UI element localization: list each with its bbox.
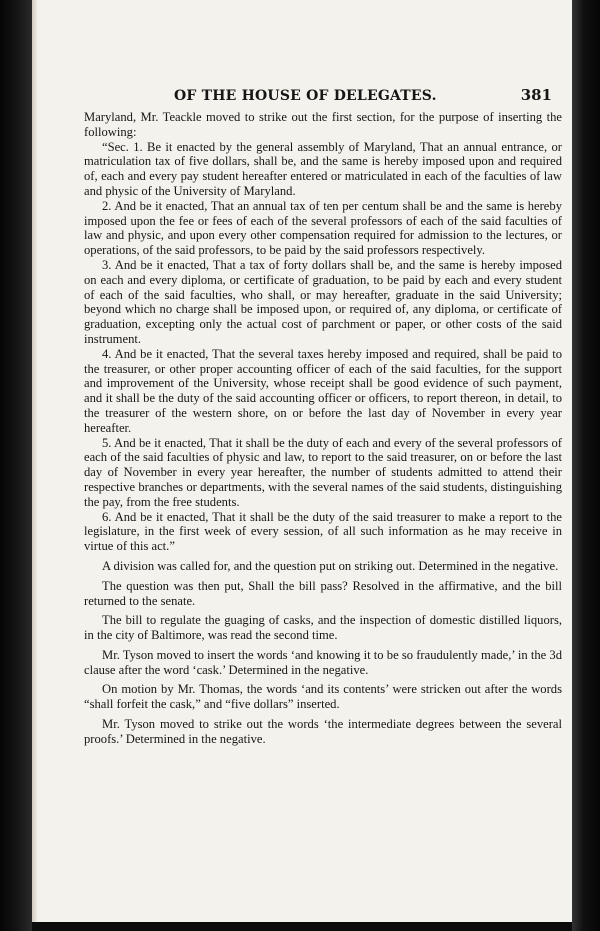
document-page bbox=[32, 0, 572, 922]
page-number: 381 bbox=[520, 86, 552, 104]
paragraph-section-2: 2. And be it enacted, That an annual tax of ten per centum shall be and the same is hereby imposed upon the fee or fees of each of the several professors of each of the said faculties of law and physic, and upon every other compensation required for admission to the lectures, or operations, of the said professors, to be paid by the said professors respectively. bbox=[84, 198, 562, 258]
paragraph-section-4: 4. And be it enacted, That the several taxes hereby imposed and required, shall be paid to the treasurer, or other proper accounting officer of each of the said faculties, for the support and improvement of the University, whose receipt shall be good evidence of such payment, and it shall be the duty of the said accounting officer or officers, to report thereon, in detail, to the treasurer of the western shore, on or before the last day of November in every year hereafter. bbox=[84, 346, 562, 435]
running-head: OF THE HOUSE OF DELEGATES. bbox=[174, 88, 437, 104]
page-header bbox=[86, 82, 562, 108]
paragraph-continuation: Maryland, Mr. Teackle moved to strike out the first section, for the purpose of inserting the following: bbox=[84, 110, 562, 139]
scan-border-left bbox=[0, 0, 32, 931]
paragraph-bill-passed: The question was then put, Shall the bill pass? Resolved in the affirmative, and the bill returned to the senate. bbox=[84, 578, 562, 608]
paragraph-tyson-motion-2: Mr. Tyson moved to strike out the words ‘the intermediate degrees between the several proofs.’ Determined in the negative. bbox=[84, 717, 562, 746]
paragraph-section-1: “Sec. 1. Be it enacted by the general assembly of Maryland, That an annual entrance, or matriculation tax of five dollars, shall be, and the same is hereby imposed upon and required of, each and every pay student hereafter entered or matriculated in each of the faculties of law and physic of the University of Maryland. bbox=[84, 139, 562, 198]
page-gutter-shadow bbox=[32, 0, 38, 922]
paragraph-section-3: 3. And be it enacted, That a tax of forty dollars shall be, and the same is hereby imposed on each and every diploma, or certificate of graduation, to be paid by each and every student of each of the said faculties, who shall, or may hereafter, graduate in the said University; beyond which no charge shall be imposed upon, or required of, any diploma, or certificate of graduation, excepting only the actual cost of parchment or paper, or other costs of the said instrument. bbox=[84, 257, 562, 346]
paragraph-casks-bill: The bill to regulate the guaging of casks, and the inspection of domestic distilled liquors, in the city of Baltimore, was read the second time. bbox=[84, 613, 562, 643]
page-body bbox=[84, 110, 562, 747]
scan-border-right bbox=[572, 0, 600, 931]
paragraph-division: A division was called for, and the question put on striking out. Determined in the negative. bbox=[102, 558, 559, 573]
paragraph-section-5: 5. And be it enacted, That it shall be the duty of each and every of the several professors of each of the said faculties of physic and law, to report to the said treasurer, on or before the last day of November in every year hereafter, the number of students admitted to attend their respective branches or departments, with the several names of the said students, distinguishing the pay, from the free students. bbox=[84, 435, 562, 509]
paragraph-tyson-motion-1: Mr. Tyson moved to insert the words ‘and knowing it to be so fraudulently made,’ in the 3d clause after the word ‘cask.’ Determined in the negative. bbox=[84, 647, 562, 677]
paragraph-section-6: 6. And be it enacted, That it shall be the duty of the said treasurer to make a report to the legislature, in the first week of every session, of all such information as he may receive in virtue of this act.” bbox=[84, 509, 562, 554]
paragraph-thomas-motion: On motion by Mr. Thomas, the words ‘and its contents’ were stricken out after the words “shall forfeit the cask,” and “five dollars” inserted. bbox=[84, 682, 562, 712]
